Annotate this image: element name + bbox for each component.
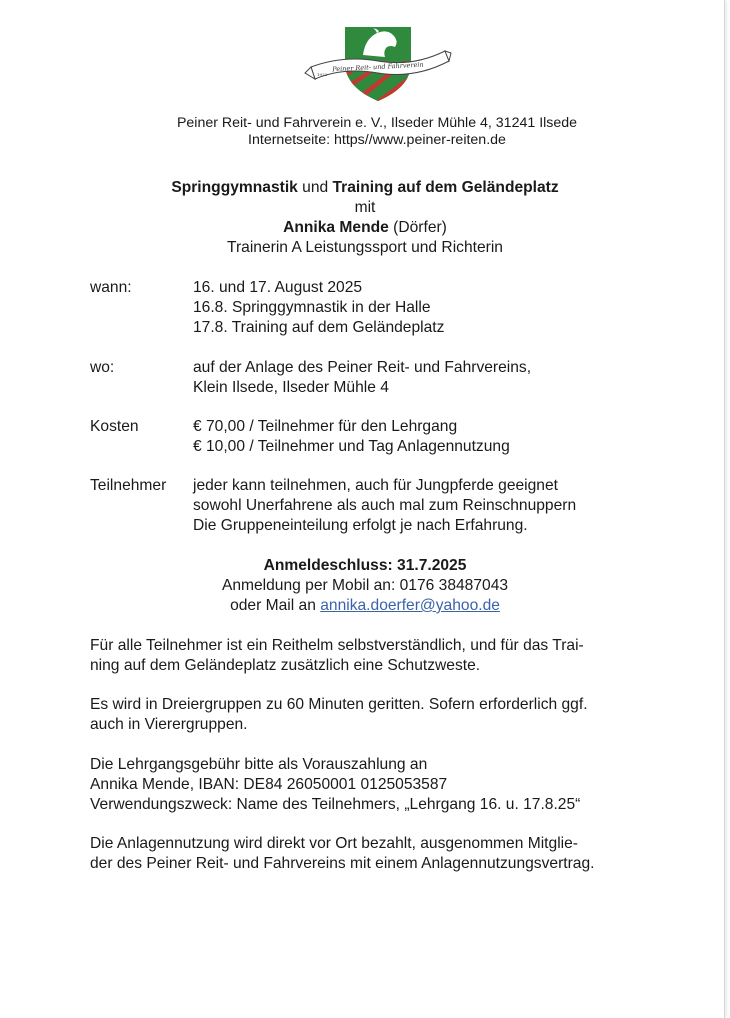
helmet-text-line: Für alle Teilnehmer ist ein Reithelm selbstverständlich, und für das Trai- [90, 637, 584, 654]
costs-line: € 70,00 / Teilnehmer für den Lehrgang [193, 418, 458, 435]
facility-text-line: der des Peiner Reit- und Fahrvereins mit einem Anlagennutzungsvertrag. [90, 855, 595, 872]
registration-phone: Anmeldung per Mobil an: 0176 38487043 [221, 577, 509, 594]
club-website: Internetseite: https//www.peiner-reiten.de [248, 132, 506, 148]
facility-text-line: Die Anlagennutzung wird direkt vor Ort bezahlt, ausgenommen Mitglie- [90, 835, 578, 852]
trainer-maiden-name: (Dörfer) [388, 219, 447, 236]
trainer-role: Trainerin A Leistungssport und Richterin [227, 239, 503, 256]
event-title-part2: Training auf dem Geländeplatz [332, 179, 559, 196]
where-line: Klein Ilsede, Ilseder Mühle 4 [193, 379, 389, 396]
event-title-part1: Springgymnastik [171, 179, 298, 196]
costs-label: Kosten [90, 418, 139, 435]
where-line: auf der Anlage des Peiner Reit- und Fahrvereins, [193, 359, 532, 376]
trainer-name: Annika Mende [283, 219, 389, 236]
participants-label: Teilnehmer [90, 477, 167, 494]
event-title [0, 178, 730, 198]
participants-line: sowohl Unerfahrene als auch mal zum Reinschnuppern [193, 497, 577, 514]
when-line: 16. und 17. August 2025 [193, 279, 363, 296]
logo-year: 1922 [317, 72, 328, 77]
trainer-line [0, 218, 730, 238]
groups-text-line: auch in Vierergruppen. [90, 716, 248, 733]
when-line: 16.8. Springgymnastik in der Halle [193, 299, 431, 316]
club-shield-logo-icon [303, 21, 453, 103]
where-label: wo: [90, 359, 115, 376]
fee-text-line: Die Lehrgangsgebühr bitte als Vorauszahlung an [90, 756, 428, 773]
when-label: wann: [90, 279, 132, 296]
event-title-with: mit [354, 199, 376, 216]
participants-line: jeder kann teilnehmen, auch für Jungpferde geeignet [193, 477, 558, 494]
costs-line: € 10,00 / Teilnehmer und Tag Anlagennutzung [193, 438, 510, 455]
participants-line: Die Gruppeneinteilung erfolgt je nach Erfahrung. [193, 517, 528, 534]
event-title-and: und [297, 179, 333, 196]
fee-text-line: Verwendungszweck: Name des Teilnehmers, „Lehrgang 16. u. 17.8.25“ [90, 796, 581, 813]
email-link[interactable]: annika.doerfer@yahoo.de [320, 597, 500, 614]
registration-deadline: Anmeldeschluss: 31.7.2025 [263, 557, 467, 574]
groups-text-line: Es wird in Dreiergruppen zu 60 Minuten geritten. Sofern erforderlich ggf. [90, 696, 588, 713]
registration-mail-line [0, 596, 730, 616]
fee-text-line: Annika Mende, IBAN: DE84 26050001 0125053587 [90, 776, 448, 793]
logo-banner-text: Peiner Reit- und Fahrverein [332, 60, 424, 74]
club-address: Peiner Reit- und Fahrverein e. V., Ilseder Mühle 4, 31241 Ilsede [176, 115, 578, 131]
helmet-text-line: ning auf dem Geländeplatz zusätzlich eine Schutzweste. [90, 657, 481, 674]
registration-mail-prefix: oder Mail an [230, 597, 321, 614]
when-line: 17.8. Training auf dem Geländeplatz [193, 319, 445, 336]
